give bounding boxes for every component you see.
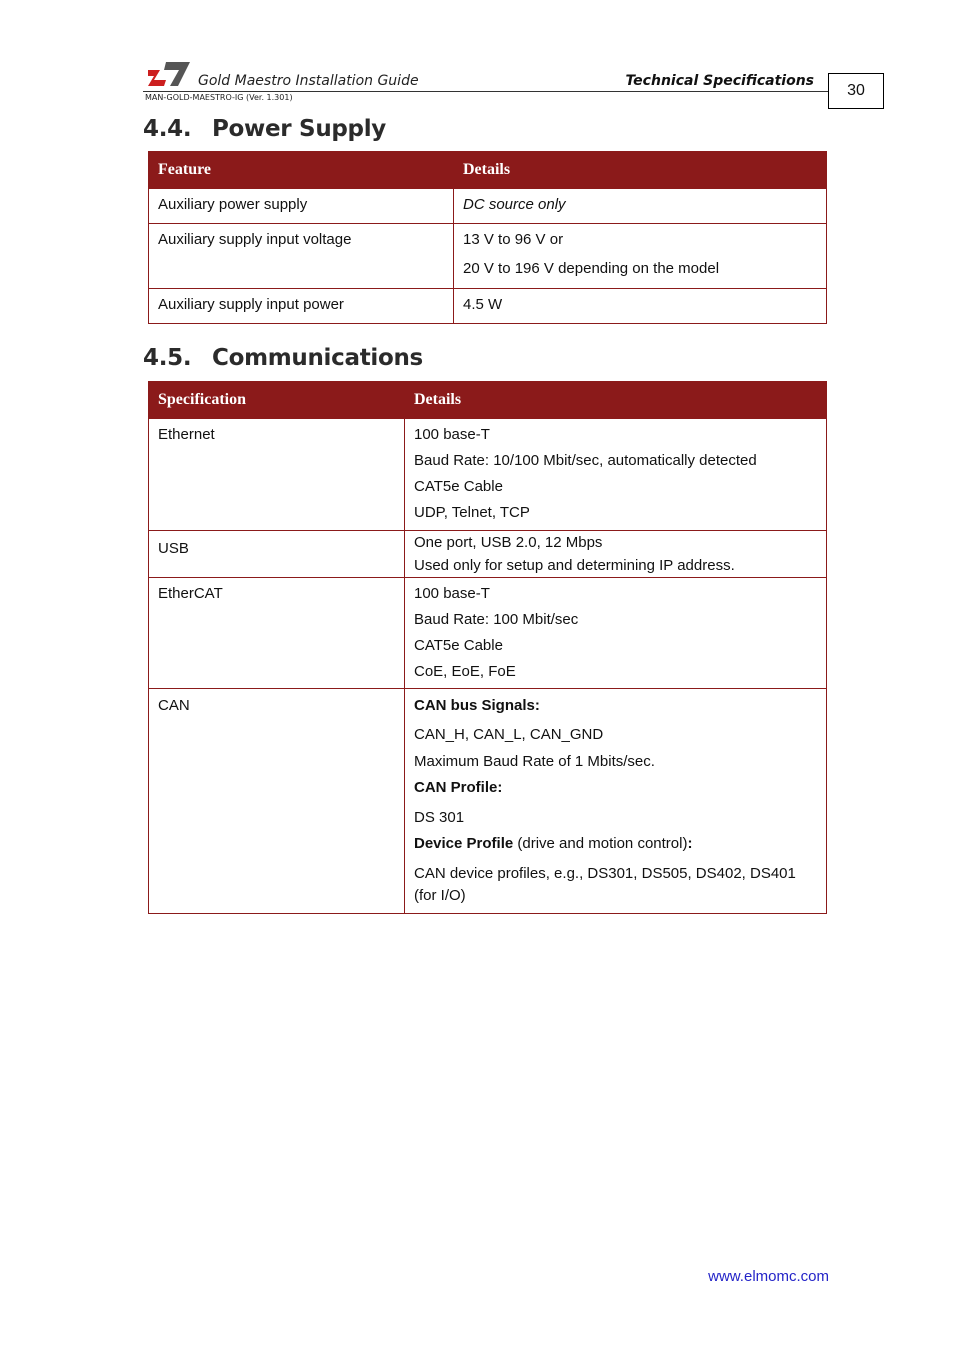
table-row (149, 419, 827, 531)
spec-cell: Ethernet (149, 419, 405, 531)
details-text: CoE, EoE, FoE (414, 663, 516, 680)
header-rule (143, 91, 828, 92)
column-header: Feature (149, 152, 454, 189)
website-link[interactable]: www.elmomc.com (708, 1268, 829, 1285)
feature-cell: Auxiliary power supply (149, 189, 454, 224)
details-text: 100 base-T (414, 426, 490, 443)
section-heading-power-supply (143, 116, 386, 142)
details-text: CAT5e Cable (414, 478, 503, 495)
feature-cell: Auxiliary supply input voltage (149, 224, 454, 289)
details-text: DS 301 (414, 809, 465, 826)
table-row (149, 289, 827, 324)
details-cell (405, 578, 827, 689)
details-text: Used only for setup and determining IP address. (414, 557, 735, 574)
guide-title: Gold Maestro Installation Guide (198, 73, 419, 89)
details-cell (454, 224, 827, 289)
table-row (149, 224, 827, 289)
details-text: 4.5 W (463, 296, 503, 313)
details-cell (405, 689, 827, 914)
details-text: DC source only (463, 196, 566, 213)
details-text: CAT5e Cable (414, 637, 503, 654)
table-row (149, 578, 827, 689)
details-text: Maximum Baud Rate of 1 Mbits/sec. (414, 753, 655, 770)
device-profile-colon: : (687, 835, 693, 852)
column-header: Details (454, 152, 827, 189)
device-profile-note: (drive and motion control) (513, 835, 688, 852)
device-profile-line (414, 834, 817, 853)
spec-cell: USB (149, 531, 405, 578)
section-title: Technical Specifications (625, 73, 814, 89)
details-cell (454, 189, 827, 224)
section-title-text: Communications (212, 345, 423, 371)
details-cell (405, 531, 827, 578)
details-text: Baud Rate: 10/100 Mbit/sec, automatically detected (414, 452, 757, 469)
table-row (149, 189, 827, 224)
section-title-text: Power Supply (212, 116, 386, 142)
details-text: One port, USB 2.0, 12 Mbps (414, 534, 603, 551)
details-text: 20 V to 196 V depending on the model (463, 260, 720, 277)
section-heading-communications (143, 345, 423, 371)
page-number: 30 (828, 73, 884, 109)
communications-table (148, 381, 827, 914)
spec-cell: EtherCAT (149, 578, 405, 689)
table-row (149, 531, 827, 578)
table-header-row (149, 382, 827, 419)
details-text: CAN device profiles, e.g., DS301, DS505, DS402, DS401 (for I/O) (414, 865, 796, 904)
elmo-logo (148, 58, 190, 88)
column-header: Specification (149, 382, 405, 419)
table-header-row (149, 152, 827, 189)
details-cell (405, 419, 827, 531)
power-supply-table (148, 151, 827, 324)
details-text: CAN_H, CAN_L, CAN_GND (414, 726, 604, 743)
can-bus-label: CAN bus Signals: (414, 697, 540, 714)
spec-cell: CAN (149, 689, 405, 914)
table-row (149, 689, 827, 914)
device-profile-label: Device Profile (414, 835, 514, 852)
details-text: 100 base-T (414, 585, 490, 602)
details-text: 13 V to 96 V or (463, 231, 564, 248)
column-header: Details (405, 382, 827, 419)
details-cell (454, 289, 827, 324)
section-number: 4.4. (143, 116, 192, 142)
details-text: Baud Rate: 100 Mbit/sec (414, 611, 579, 628)
can-profile-label: CAN Profile: (414, 779, 503, 796)
details-text: UDP, Telnet, TCP (414, 504, 530, 521)
section-number: 4.5. (143, 345, 192, 371)
feature-cell: Auxiliary supply input power (149, 289, 454, 324)
document-id: MAN-GOLD-MAESTRO-IG (Ver. 1.301) (145, 93, 293, 102)
